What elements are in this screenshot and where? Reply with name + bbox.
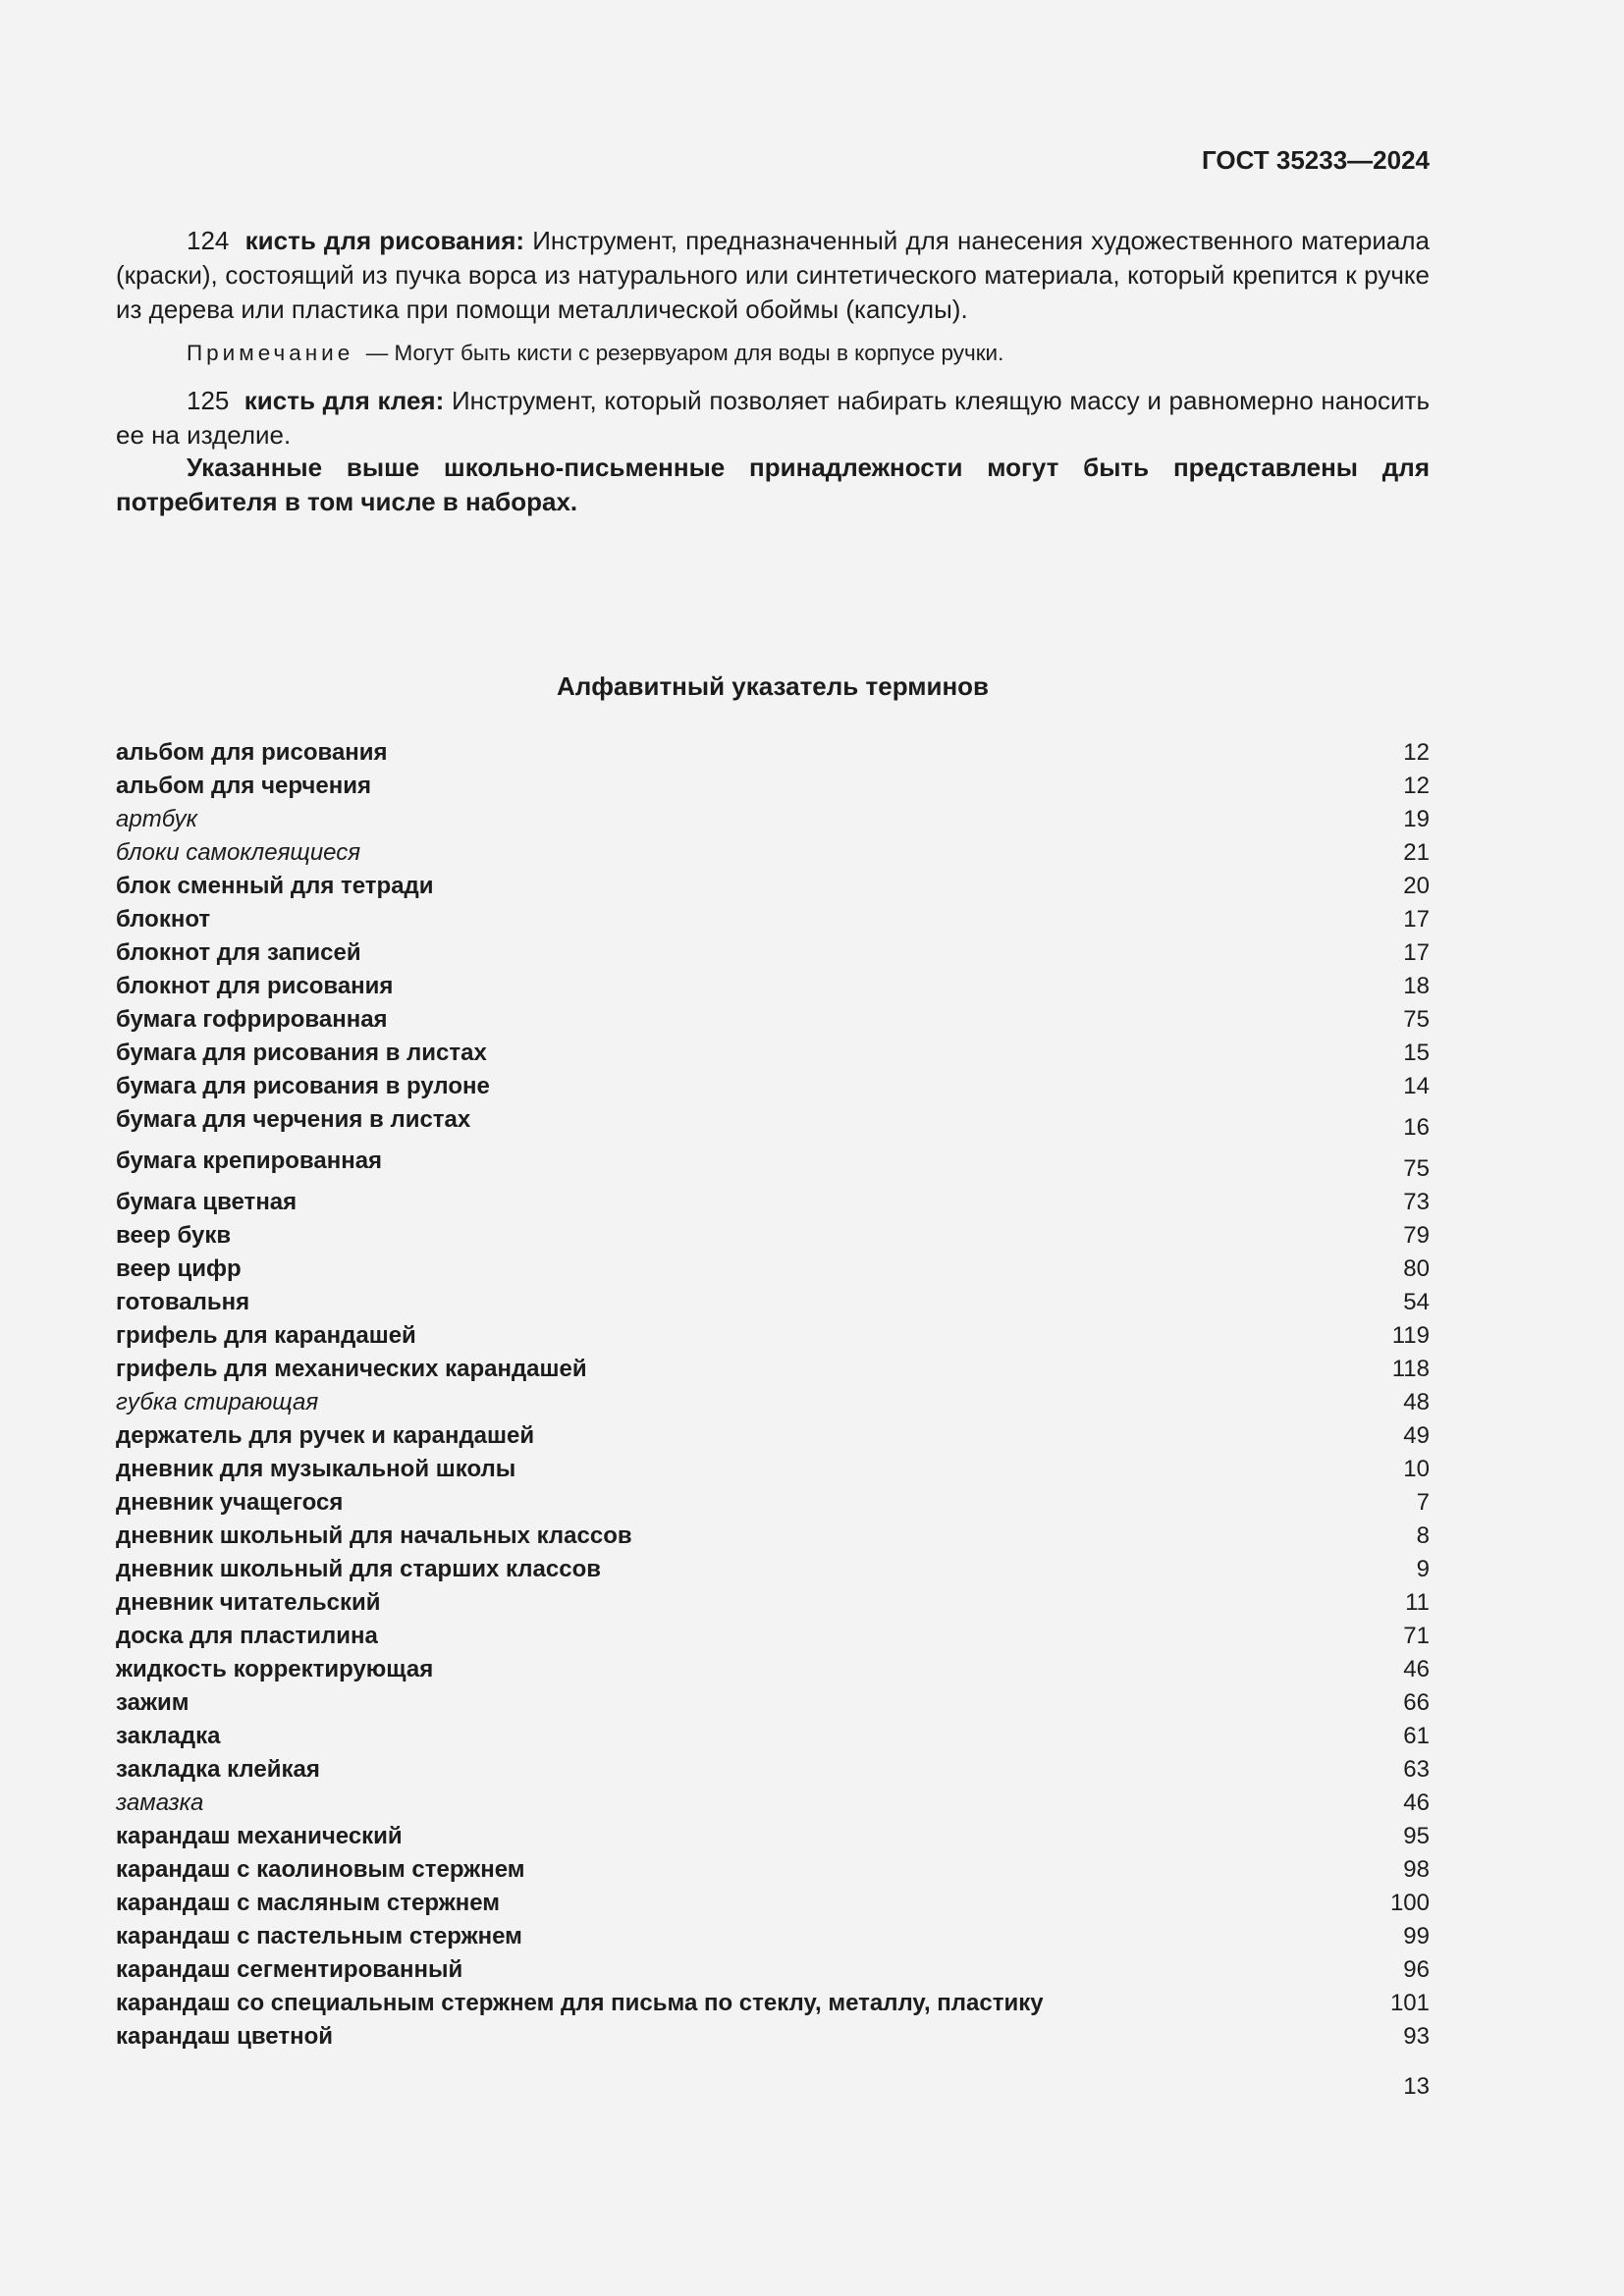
index-page-ref: 8 <box>1416 1522 1430 1549</box>
index-entry <box>116 739 1430 773</box>
index-entry <box>116 1522 1430 1556</box>
index-term: блокнот для рисования <box>116 973 394 999</box>
note-label: Примечание <box>187 341 354 365</box>
document-code: ГОСТ 35233—2024 <box>1202 145 1430 175</box>
index-term: готовальня <box>116 1289 250 1315</box>
index-entry <box>116 1489 1430 1522</box>
index-term: держатель для ручек и карандашей <box>116 1422 535 1449</box>
index-page-ref: 16 <box>1403 1114 1430 1141</box>
index-term: веер цифр <box>116 1255 242 1282</box>
index-entry <box>116 839 1430 873</box>
definition-text: Инструмент, предназначенный для нанесения художественного материала (краски), состоящий из пучка ворса из натурального или синтетического материала, который крепится к ручке из дерева или пластика при помощи металлической обоймы (капсулы). <box>116 226 1430 324</box>
index-term: карандаш с масляным стержнем <box>116 1890 501 1916</box>
index-entry <box>116 1756 1430 1789</box>
index-page-ref: 9 <box>1416 1556 1430 1582</box>
index-page-ref: 80 <box>1403 1255 1430 1282</box>
index-page-ref: 75 <box>1403 1155 1430 1182</box>
index-term: закладка клейкая <box>116 1756 320 1783</box>
note-text: — Могут быть кисти с резервуаром для воды в корпусе ручки. <box>365 341 1004 365</box>
index-term: карандаш механический <box>116 1823 403 1849</box>
index-term: дневник школьный для начальных классов <box>116 1522 632 1549</box>
index-entry <box>116 1656 1430 1689</box>
index-entry <box>116 873 1430 906</box>
index-term: закладка <box>116 1723 221 1749</box>
index-term: блокнот для записей <box>116 939 361 966</box>
index-entry <box>116 806 1430 839</box>
index-entry <box>116 1422 1430 1456</box>
index-entry <box>116 973 1430 1006</box>
note <box>187 339 1003 368</box>
index-page-ref: 93 <box>1403 2023 1430 2050</box>
index-page-ref: 119 <box>1391 1322 1430 1349</box>
index-entry <box>116 1956 1430 1990</box>
index-entry <box>116 1189 1430 1222</box>
index-page-ref: 48 <box>1403 1389 1430 1415</box>
index-term: артбук <box>116 806 197 832</box>
index-entry <box>116 1689 1430 1723</box>
paragraph-125 <box>116 384 1430 453</box>
index-page-ref: 12 <box>1403 773 1430 799</box>
index-entry <box>116 1723 1430 1756</box>
term-definition: кисть для клея: <box>244 386 445 415</box>
term-definition: кисть для рисования: <box>244 226 525 255</box>
index-entry <box>116 939 1430 973</box>
paragraph-number: 125 <box>187 386 230 415</box>
paragraph-number: 124 <box>187 226 230 255</box>
index-term: зажим <box>116 1689 189 1716</box>
index-term: доска для пластилина <box>116 1623 378 1649</box>
index-entry <box>116 1389 1430 1422</box>
index-term: альбом для рисования <box>116 739 388 766</box>
index-page-ref: 15 <box>1403 1040 1430 1066</box>
index-entry <box>116 1890 1430 1923</box>
index-entry <box>116 1923 1430 1956</box>
index-page-ref: 12 <box>1403 739 1430 766</box>
index-term: бумага крепированная <box>116 1148 383 1174</box>
index-entry <box>116 1556 1430 1589</box>
index-entry <box>116 1255 1430 1289</box>
index-page-ref: 46 <box>1403 1656 1430 1682</box>
index-term: грифель для механических карандашей <box>116 1356 587 1382</box>
index-term: губка стирающая <box>116 1389 319 1415</box>
index-entry <box>116 773 1430 806</box>
index-page-ref: 95 <box>1403 1823 1430 1849</box>
statement-paragraph: Указанные выше школьно-письменные принадлежности могут быть представлены для потребителя в том числе в наборах. <box>116 453 1430 516</box>
index-entry <box>116 2023 1430 2056</box>
index-page-ref: 11 <box>1405 1589 1430 1616</box>
index-entry <box>116 1856 1430 1890</box>
index-entry <box>116 1148 1430 1189</box>
index-entry <box>116 1289 1430 1322</box>
index-term: блок сменный для тетради <box>116 873 434 899</box>
term-index <box>116 739 1430 2056</box>
index-term: карандаш сегментированный <box>116 1956 463 1983</box>
index-page-ref: 71 <box>1403 1623 1430 1649</box>
index-page-ref: 73 <box>1403 1189 1430 1215</box>
index-page-ref: 19 <box>1403 806 1430 832</box>
index-entry <box>116 1823 1430 1856</box>
index-page-ref: 101 <box>1389 1990 1430 2016</box>
definition-text: Инструмент, который позволяет набирать клеящую массу и равномерно наносить ее на изделие. <box>116 386 1430 450</box>
index-page-ref: 118 <box>1391 1356 1430 1382</box>
index-term: дневник учащегося <box>116 1489 344 1516</box>
index-page-ref: 54 <box>1403 1289 1430 1315</box>
index-page-ref: 46 <box>1403 1789 1430 1816</box>
index-page-ref: 63 <box>1403 1756 1430 1783</box>
index-page-ref: 17 <box>1403 939 1430 966</box>
index-entry <box>116 1589 1430 1623</box>
index-page-ref: 100 <box>1389 1890 1430 1916</box>
index-term: блоки самоклеящиеся <box>116 839 361 866</box>
index-title: Алфавитный указатель терминов <box>556 671 990 701</box>
index-page-ref: 66 <box>1403 1689 1430 1716</box>
index-page-ref: 98 <box>1403 1856 1430 1883</box>
index-term: замазка <box>116 1789 204 1816</box>
index-entry <box>116 1222 1430 1255</box>
index-term: бумага гофрированная <box>116 1006 388 1033</box>
paragraph-124 <box>116 224 1430 327</box>
index-page-ref: 61 <box>1403 1723 1430 1749</box>
index-entry <box>116 1990 1430 2023</box>
index-term: бумага для рисования в листах <box>116 1040 487 1066</box>
index-term: дневник для музыкальной школы <box>116 1456 516 1482</box>
index-page-ref: 20 <box>1403 873 1430 899</box>
index-page-ref: 14 <box>1403 1073 1430 1099</box>
index-term: бумага цветная <box>116 1189 298 1215</box>
index-entry <box>116 1073 1430 1106</box>
page-number: 13 <box>1403 2073 1430 2100</box>
index-entry <box>116 1789 1430 1823</box>
index-term: карандаш с пастельным стержнем <box>116 1923 522 1949</box>
index-page-ref: 21 <box>1403 839 1430 866</box>
index-entry <box>116 1356 1430 1389</box>
index-page-ref: 99 <box>1403 1923 1430 1949</box>
index-term: грифель для карандашей <box>116 1322 416 1349</box>
index-page-ref: 49 <box>1403 1422 1430 1449</box>
index-term: веер букв <box>116 1222 232 1249</box>
index-term: бумага для рисования в рулоне <box>116 1073 490 1099</box>
index-entry <box>116 1456 1430 1489</box>
index-page-ref: 96 <box>1403 1956 1430 1983</box>
index-entry <box>116 906 1430 939</box>
index-term: жидкость корректирующая <box>116 1656 434 1682</box>
index-term: карандаш цветной <box>116 2023 334 2050</box>
index-term: дневник школьный для старших классов <box>116 1556 601 1582</box>
index-term: бумага для черчения в листах <box>116 1106 471 1133</box>
index-page-ref: 10 <box>1403 1456 1430 1482</box>
index-entry <box>116 1040 1430 1073</box>
index-page-ref: 79 <box>1403 1222 1430 1249</box>
index-entry <box>116 1322 1430 1356</box>
index-entry <box>116 1006 1430 1040</box>
index-term: карандаш со специальным стержнем для письма по стеклу, металлу, пластику <box>116 1990 1044 2016</box>
index-term: альбом для черчения <box>116 773 371 799</box>
index-page-ref: 18 <box>1403 973 1430 999</box>
index-page-ref: 17 <box>1403 906 1430 933</box>
index-page-ref: 7 <box>1416 1489 1430 1516</box>
index-entry <box>116 1623 1430 1656</box>
index-page-ref: 75 <box>1403 1006 1430 1033</box>
index-term: блокнот <box>116 906 211 933</box>
index-term: дневник читательский <box>116 1589 381 1616</box>
index-entry <box>116 1106 1430 1148</box>
index-term: карандаш с каолиновым стержнем <box>116 1856 525 1883</box>
